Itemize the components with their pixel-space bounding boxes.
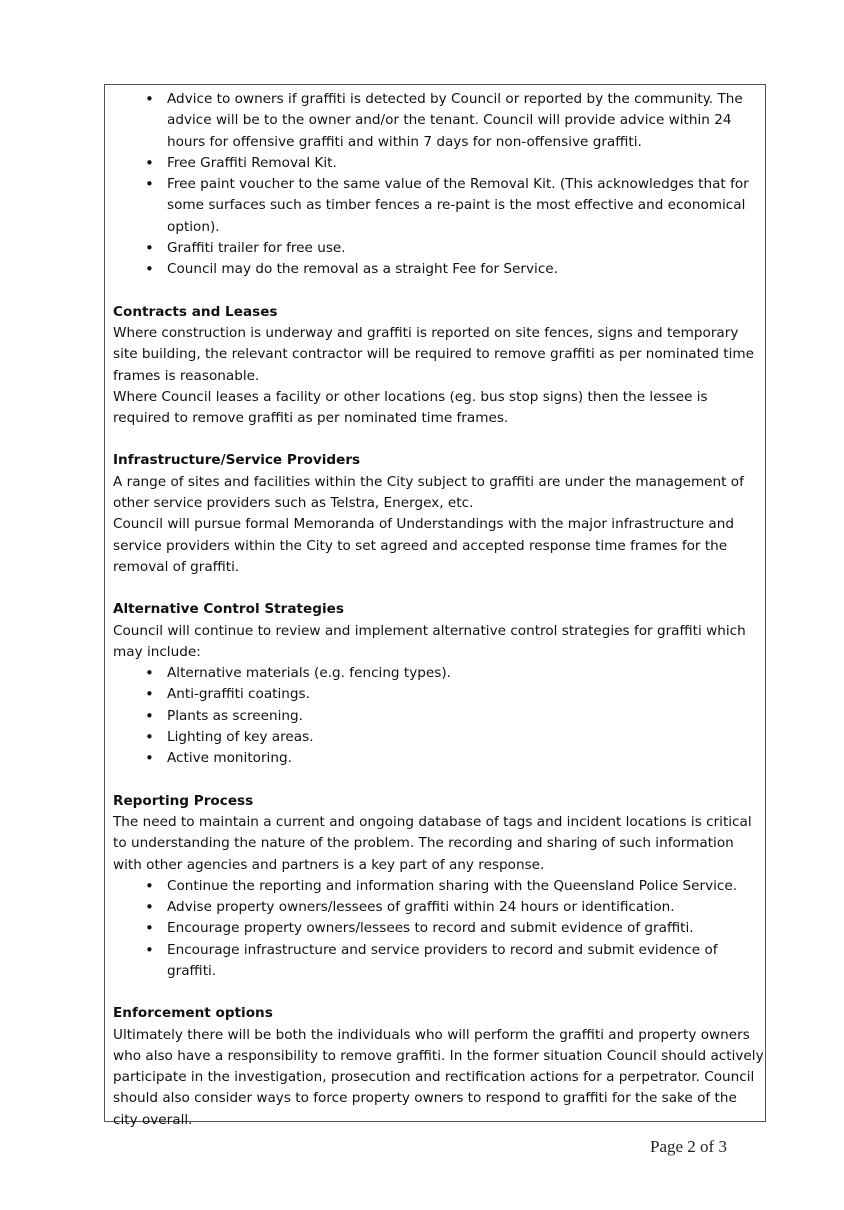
section-heading: Reporting Process [113,792,254,809]
list-item: • Council may do the removal as a straight Fee for Service. [113,259,765,280]
list-item: • Advice to owners if graffiti is detected by Council or reported by the community. The advice will be to the owner and/or the tenant. Council will provide advice within 24 hours for offensive graffiti and within 7 days for non-offensive graffiti. [113,89,765,153]
list-item: • Active monitoring. [113,748,765,769]
list-item: • Advise property owners/lessees of graffiti within 24 hours or identification. [113,897,765,918]
contracts-section [113,302,765,430]
document-frame [104,84,766,1128]
list-item: • Free Graffiti Removal Kit. [113,153,765,174]
list-item: • Free paint voucher to the same value of the Removal Kit. (This acknowledges that for some surfaces such as timber fences a re-paint is the most effective and economical option). [113,174,765,238]
list-item: • Graffiti trailer for free use. [113,238,765,259]
paragraph: Where Council leases a facility or other locations (eg. bus stop signs) then the lessee is required to remove graffiti as per nominated time frames. [113,388,708,427]
intro-bullet-list [113,89,765,281]
list-item: • Encourage property owners/lessees to record and submit evidence of graffiti. [113,918,765,939]
page-number: Page 2 of 3 [650,1137,727,1156]
reporting-section [113,791,765,983]
list-item: • Encourage infrastructure and service providers to record and submit evidence of graffiti. [113,940,765,983]
section-heading: Infrastructure/Service Providers [113,452,361,469]
paragraph: Council will continue to review and implement alternative control strategies for graffiti which may include: [113,622,746,660]
section-heading: Contracts and Leases [113,303,278,320]
paragraph: Where construction is underway and graffiti is reported on site fences, signs and temporary site building, the relevant contractor will be required to remove graffiti as per nominated time frames is reasonable. [113,324,754,384]
paragraph: Ultimately there will be both the individuals who will perform the graffiti and property owners who also have a responsibility to remove graffiti. In the former situation Council should actively participate in the investigation, prosecution and rectification actions for a perpetrator. Council should also consider ways to force property owners to respond to graffiti for the sake of the city overall. [113,1026,764,1128]
list-item: • Plants as screening. [113,706,765,727]
alternative-section [113,599,765,769]
section-heading: Enforcement options [113,1005,273,1022]
list-item: • Continue the reporting and information sharing with the Queensland Police Service. [113,876,765,897]
infrastructure-section [113,450,765,578]
paragraph: The need to maintain a current and ongoing database of tags and incident locations is critical to understanding the nature of the problem. The recording and sharing of such information with other agencies and partners is a key part of any response. [113,813,752,873]
list-item: • Alternative materials (e.g. fencing types). [113,663,765,684]
reporting-bullet-list [113,876,765,982]
strategies-bullet-list [113,663,765,769]
list-item: • Anti-graffiti coatings. [113,684,765,705]
enforcement-section [113,1003,765,1131]
paragraph: Council will pursue formal Memoranda of Understandings with the major infrastructure and service providers within the City to set agreed and accepted response time frames for the removal of graffiti. [113,516,734,575]
list-item: • Lighting of key areas. [113,727,765,748]
paragraph: A range of sites and facilities within the City subject to graffiti are under the management of other service providers such as Telstra, Energex, etc. [113,473,744,512]
section-heading: Alternative Control Strategies [113,601,344,618]
